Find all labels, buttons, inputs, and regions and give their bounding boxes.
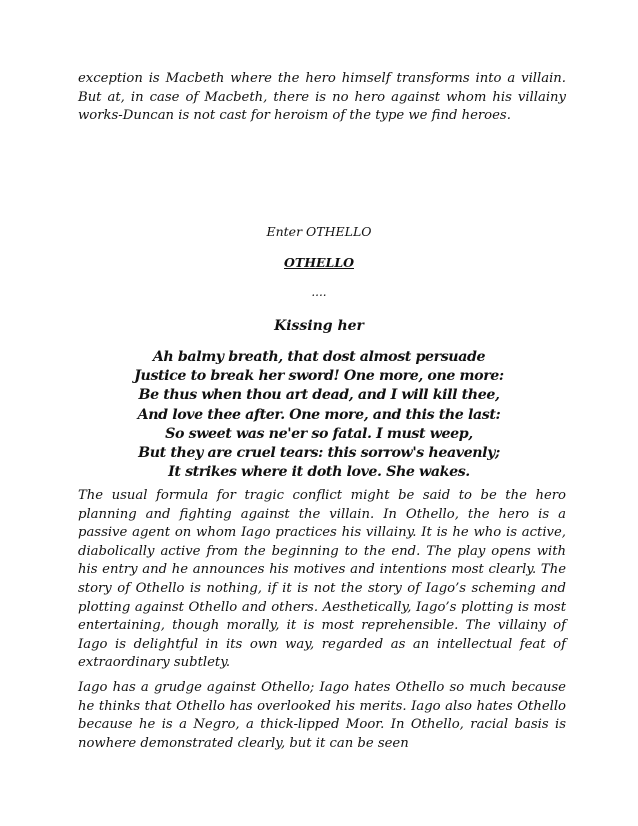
intro-paragraph: exception is Macbeth where the hero himself transforms into a villain. But at, in case of Macbeth, there is no hero against whom his villainy works-Duncan is not cast for heroism of the type we find heroes.	[78, 71, 566, 124]
verse-line: Be thus when thou art dead, and I will kill thee,	[138, 387, 500, 404]
verse-line: So sweet was ne'er so fatal. I must weep,	[165, 425, 473, 442]
verse-line: But they are cruel tears: this sorrow's heavenly;	[138, 445, 500, 462]
grudge-paragraph: Iago has a grudge against Othello; Iago hates Othello so much because he thinks that Othello has overlooked his merits. Iago also hates Othello because he is a Negro, a thick-lipped Moor. In Othello, racial basis is nowhere demonstrated clearly, but it can be seen	[78, 680, 566, 751]
action-direction: Kissing her	[274, 318, 364, 334]
verse-block	[0, 348, 638, 482]
verse-line: It strikes where it doth love. She wakes.	[168, 464, 470, 481]
verse-line: Ah balmy breath, that dost almost persuade	[152, 349, 486, 365]
stage-direction: Enter OTHELLO	[266, 224, 372, 239]
verse-line: Justice to break her sword! One more, one more:	[134, 368, 504, 385]
verse-line: And love thee after. One more, and this the last:	[137, 406, 501, 423]
formula-paragraph: The usual formula for tragic conflict might be said to be the hero planning and fighting against the villain. In Othello, the hero is a passive agent on whom Iago practices his villainy. It is he who is active, diabolically active from the beginning to the end. The play opens with his entry and he announces his motives and intentions most clearly. The story of Othello is nothing, if it is not the story of Iago’s scheming and plotting against Othello and others. Aesthetically, Iago’s plotting is most entertaining, though morally, it is most reprehensible. The villainy of Iago is delightful in its own way, regarded as an intellectual feat of extraordinary subtlety.	[78, 488, 566, 671]
speaker-name: OTHELLO	[284, 255, 354, 270]
ellipsis: ....	[311, 285, 327, 299]
